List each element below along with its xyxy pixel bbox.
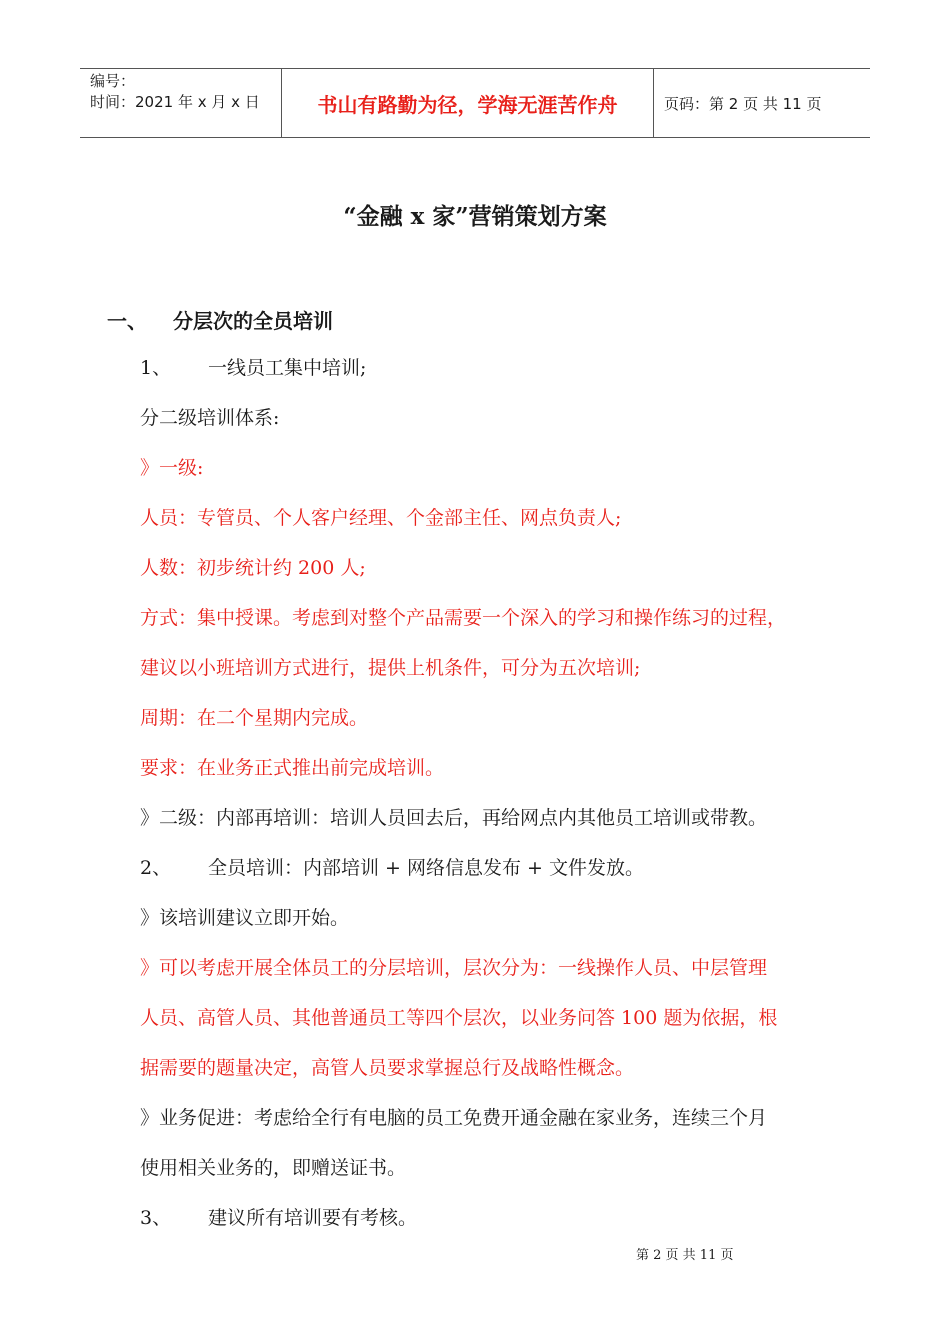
- paragraph-line: 方式：集中授课。考虑到对整个产品需要一个深入的学习和操作练习的过程，: [140, 607, 787, 629]
- paragraph-line: 人员、高管人员、其他普通员工等四个层次，以业务问答 100 题为依据，根: [140, 1007, 778, 1029]
- paragraph-line: 》二级：内部再培训：培训人员回去后，再给网点内其他员工培训或带教。: [140, 807, 768, 829]
- paragraph-line: 周期：在二个星期内完成。: [140, 707, 369, 729]
- header-left: [80, 69, 281, 137]
- paragraph-line: 建议以小班培训方式进行，提供上机条件，可分为五次培训;: [140, 657, 641, 679]
- paragraph-line: 使用相关业务的，即赠送证书。: [140, 1157, 407, 1179]
- section-number: 一、: [107, 309, 147, 333]
- item-number: 3、: [140, 1207, 172, 1229]
- paragraph-line: 》该培训建议立即开始。: [140, 907, 350, 929]
- paragraph-line: 人数：初步统计约 200 人;: [140, 557, 366, 579]
- line-text: 一线员工集中培训;: [208, 357, 367, 379]
- header-page-label: 页码：第 2 页 共 11 页: [664, 94, 822, 113]
- date-label: 时间：2021 年 x 月 x 日: [90, 93, 260, 111]
- section-heading: [107, 305, 333, 334]
- line-text: 全员培训：内部培训 + 网络信息发布 + 文件发放。: [208, 857, 644, 879]
- paragraph-line: 分二级培训体系:: [140, 407, 280, 429]
- line-text: 建议所有培训要有考核。: [208, 1207, 418, 1229]
- document-title: “金融 x 家”营销策划方案: [343, 203, 607, 230]
- paragraph-line: 据需要的题量决定，高管人员要求掌握总行及战略性概念。: [140, 1057, 635, 1079]
- item-number: 1、: [140, 357, 172, 379]
- page-header: [80, 68, 870, 138]
- paragraph-line: [140, 343, 890, 393]
- paragraph-line: 》一级:: [140, 457, 204, 479]
- page-footer: 第 2 页 共 11 页: [636, 1248, 734, 1263]
- item-number: 2、: [140, 857, 172, 879]
- paragraph-line: 人员：专管员、个人客户经理、个金部主任、网点负责人;: [140, 507, 622, 529]
- header-motto: 书山有路勤为径，学海无涯苦作舟: [281, 69, 654, 137]
- paragraph-line: 》业务促进：考虑给全行有电脑的员工免费开通金融在家业务，连续三个月: [140, 1107, 768, 1129]
- number-label: 编号：: [90, 72, 136, 90]
- paragraph-line: 要求：在业务正式推出前完成培训。: [140, 757, 445, 779]
- section-text: 分层次的全员培训: [173, 309, 333, 333]
- paragraph-line: [140, 843, 890, 893]
- paragraph-line: 》可以考虑开展全体员工的分层培训，层次分为：一线操作人员、中层管理: [140, 957, 768, 979]
- paragraph-line: [140, 1193, 890, 1243]
